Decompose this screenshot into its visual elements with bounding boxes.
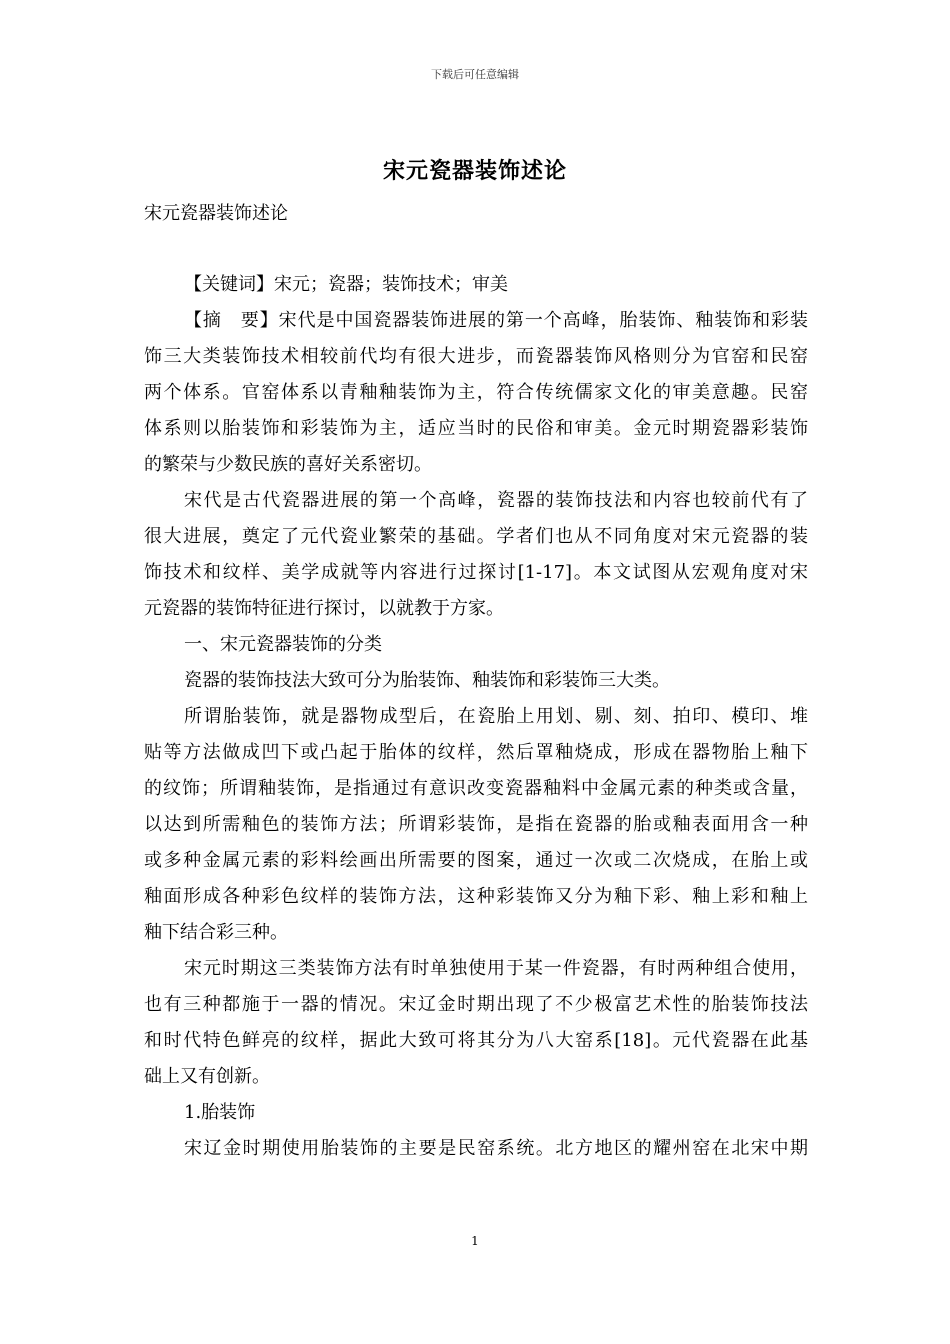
paragraph-line: 宋辽金时期使用胎装饰的主要是民窑系统。北方地区的耀州窑在北宋中期 — [184, 1138, 808, 1159]
keywords-line: 【关键词】宋元；瓷器；装饰技术；审美 — [184, 274, 508, 295]
paragraph-line: 以达到所需釉色的装饰方法；所谓彩装饰，是指在瓷器的胎或釉表面用含一种 — [144, 814, 808, 835]
paragraph-line: 釉面形成各种彩色纹样的装饰方法，这种彩装饰又分为釉下彩、釉上彩和釉上 — [144, 886, 808, 907]
paragraph-line: 宋代是古代瓷器进展的第一个高峰，瓷器的装饰技法和内容也较前代有了 — [184, 490, 808, 511]
paragraph-line: 瓷器的装饰技法大致可分为胎装饰、釉装饰和彩装饰三大类。 — [184, 670, 670, 691]
document-subtitle: 宋元瓷器装饰述论 — [144, 203, 288, 224]
paragraph-line: 的纹饰；所谓釉装饰，是指通过有意识改变瓷器釉料中金属元素的种类或含量， — [144, 778, 808, 799]
subsection-heading: 1.胎装饰 — [184, 1102, 256, 1123]
document-body — [144, 202, 808, 1161]
paragraph-line: 所谓胎装饰，就是器物成型后，在瓷胎上用划、剔、刻、拍印、模印、堆 — [184, 706, 808, 727]
paragraph-line: 宋元时期这三类装饰方法有时单独使用于某一件瓷器，有时两种组合使用， — [184, 958, 808, 979]
paragraph-line: 很大进展，奠定了元代瓷业繁荣的基础。学者们也从不同角度对宋元瓷器的装 — [144, 526, 808, 547]
paragraph-line: 础上又有创新。 — [144, 1066, 270, 1087]
paragraph-line: 和时代特色鲜亮的纹样，据此大致可将其分为八大窑系[18]。元代瓷器在此基 — [144, 1030, 808, 1051]
page-header-note: 下载后可任意编辑 — [431, 68, 519, 81]
page-number: 1 — [471, 1234, 479, 1248]
paragraph-line: 饰技术和纹样、美学成就等内容进行过探讨[1-17]。本文试图从宏观角度对宋 — [144, 562, 808, 583]
abstract-line: 体系则以胎装饰和彩装饰为主，适应当时的民俗和审美。金元时期瓷器彩装饰 — [144, 418, 808, 439]
abstract-line: 饰三大类装饰技术相较前代均有很大进步，而瓷器装饰风格则分为官窑和民窑 — [144, 346, 808, 367]
section-heading: 一、宋元瓷器装饰的分类 — [184, 634, 382, 655]
paragraph-line: 或多种金属元素的彩料绘画出所需要的图案，通过一次或二次烧成，在胎上或 — [144, 850, 808, 871]
paragraph-line: 也有三种都施于一器的情况。宋辽金时期出现了不少极富艺术性的胎装饰技法 — [144, 994, 808, 1015]
document-title: 宋元瓷器装饰述论 — [382, 158, 567, 184]
paragraph-line: 元瓷器的装饰特征进行探讨，以就教于方家。 — [144, 598, 504, 619]
abstract-line: 的繁荣与少数民族的喜好关系密切。 — [144, 454, 432, 475]
paragraph-line: 贴等方法做成凹下或凸起于胎体的纹样，然后罩釉烧成，形成在器物胎上釉下 — [144, 742, 808, 763]
paragraph-line: 釉下结合彩三种。 — [144, 922, 288, 943]
abstract-line: 【摘 要】宋代是中国瓷器装饰进展的第一个高峰，胎装饰、釉装饰和彩装 — [184, 310, 808, 331]
abstract-line: 两个体系。官窑体系以青釉釉装饰为主，符合传统儒家文化的审美意趣。民窑 — [144, 382, 808, 403]
